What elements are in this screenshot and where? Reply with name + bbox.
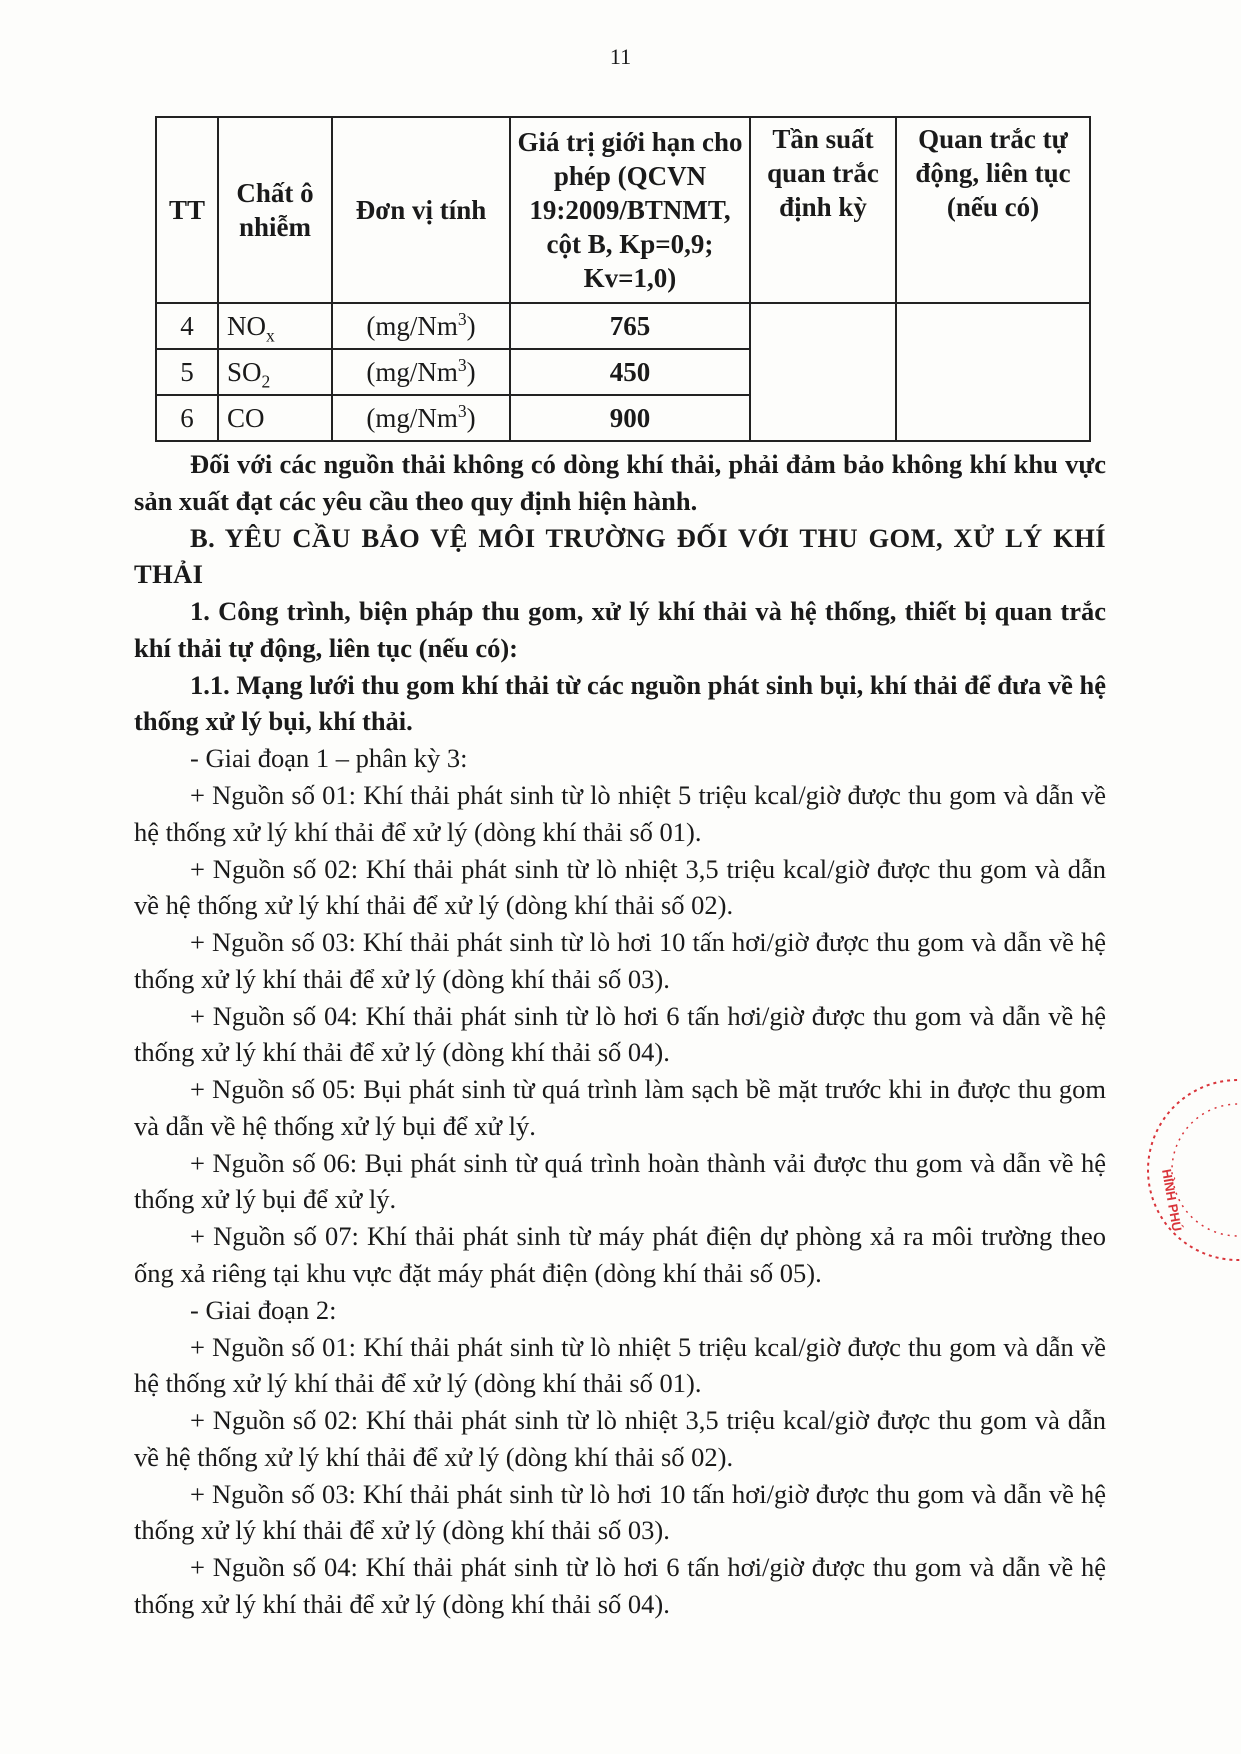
seal-icon [1110,1070,1240,1270]
cell-limit-value: 765 [510,303,750,349]
table-header-row [156,117,1090,303]
svg-text:HÌNH PHÚ: HÌNH PHÚ [1159,1167,1185,1233]
header-tt: TT [156,117,218,303]
cell-tt: 5 [156,349,218,395]
header-auto-monitoring: Quan trắc tự động, liên tục (nếu có) [896,117,1090,303]
cell-limit-value: 900 [510,395,750,441]
list-item: + Nguồn số 02: Khí thải phát sinh từ lò nhiệt 3,5 triệu kcal/giờ được thu gom và dẫn về hệ thống xử lý khí thải để xử lý (dòng khí thải số 02). [134,1405,1106,1472]
cell-pollutant: $SO_2$ [218,349,332,395]
list-item: + Nguồn số 03: Khí thải phát sinh từ lò hơi 10 tấn hơi/giờ được thu gom và dẫn về hệ thống xử lý khí thải để xử lý (dòng khí thải số 03). [134,1478,1106,1545]
cell-limit-value: 450 [510,349,750,395]
red-seal-stamp [1110,1070,1240,1270]
list-item: + Nguồn số 01: Khí thải phát sinh từ lò nhiệt 5 triệu kcal/giờ được thu gom và dẫn về hệ thống xử lý khí thải để xử lý (dòng khí thải số 01). [134,1331,1106,1398]
header-unit: Đơn vị tính [332,117,510,303]
cell-auto-empty [896,303,1090,441]
header-frequency: Tần suất quan trắc định kỳ [750,117,896,303]
phase-heading: - Giai đoạn 2: [190,1294,337,1325]
document-body [134,446,1106,1623]
list-item: + Nguồn số 04: Khí thải phát sinh từ lò hơi 6 tấn hơi/giờ được thu gom và dẫn về hệ thống xử lý khí thải để xử lý (dòng khí thải số 04). [134,1000,1106,1067]
list-item: + Nguồn số 04: Khí thải phát sinh từ lò hơi 6 tấn hơi/giờ được thu gom và dẫn về hệ thống xử lý khí thải để xử lý (dòng khí thải số 04). [134,1552,1106,1619]
cell-tt: 4 [156,303,218,349]
cell-pollutant: $NO_x$ [218,303,332,349]
list-item: + Nguồn số 03: Khí thải phát sinh từ lò hơi 10 tấn hơi/giờ được thu gom và dẫn về hệ thống xử lý khí thải để xử lý (dòng khí thải số 03). [134,927,1106,994]
subsection-heading-1-1: 1.1. Mạng lưới thu gom khí thải từ các nguồn phát sinh bụi, khí thải để đưa về hệ thống xử lý bụi, khí thải. [134,669,1106,736]
table-row [156,303,1090,349]
emission-limits-table [155,116,1091,442]
header-limit: Giá trị giới hạn cho phép (QCVN 19:2009/BTNMT, cột B, Kp=0,9; Kv=1,0) [510,117,750,303]
cell-frequency-empty [750,303,896,441]
cell-pollutant: CO [218,395,332,441]
list-item: + Nguồn số 02: Khí thải phát sinh từ lò nhiệt 3,5 triệu kcal/giờ được thu gom và dẫn về hệ thống xử lý khí thải để xử lý (dòng khí thải số 02). [134,853,1106,920]
cell-unit: (mg/Nm$^3$) [332,395,510,441]
paragraph-air-quality-note: Đối với các nguồn thải không có dòng khí thải, phải đảm bảo không khí khu vực sản xuất đạt các yêu cầu theo quy định hiện hành. [134,449,1106,516]
section-heading-b: B. YÊU CẦU BẢO VỆ MÔI TRƯỜNG ĐỐI VỚI THU GOM, XỬ LÝ KHÍ THẢI [134,522,1106,589]
page-number: 11 [609,44,632,69]
list-item: + Nguồn số 07: Khí thải phát sinh từ máy phát điện dự phòng xả ra môi trường theo ống xả riêng tại khu vực đặt máy phát điện (dòng khí thải số 05). [134,1221,1106,1288]
list-item: + Nguồn số 05: Bụi phát sinh từ quá trình làm sạch bề mặt trước khi in được thu gom và dẫn về hệ thống xử lý bụi để xử lý. [134,1074,1106,1141]
phase-heading: - Giai đoạn 1 – phân kỳ 3: [190,743,468,773]
list-item: + Nguồn số 01: Khí thải phát sinh từ lò nhiệt 5 triệu kcal/giờ được thu gom và dẫn về hệ thống xử lý khí thải để xử lý (dòng khí thải số 01). [134,780,1106,847]
cell-unit: (mg/Nm$^3$) [332,349,510,395]
header-pollutant: Chất ô nhiễm [218,117,332,303]
subsection-heading-1: 1. Công trình, biện pháp thu gom, xử lý khí thải và hệ thống, thiết bị quan trắc khí thải tự động, liên tục (nếu có): [134,596,1106,663]
list-item: + Nguồn số 06: Bụi phát sinh từ quá trình hoàn thành vải được thu gom và dẫn về hệ thống xử lý bụi để xử lý. [134,1147,1106,1214]
cell-tt: 6 [156,395,218,441]
cell-unit: (mg/Nm$^3$) [332,303,510,349]
